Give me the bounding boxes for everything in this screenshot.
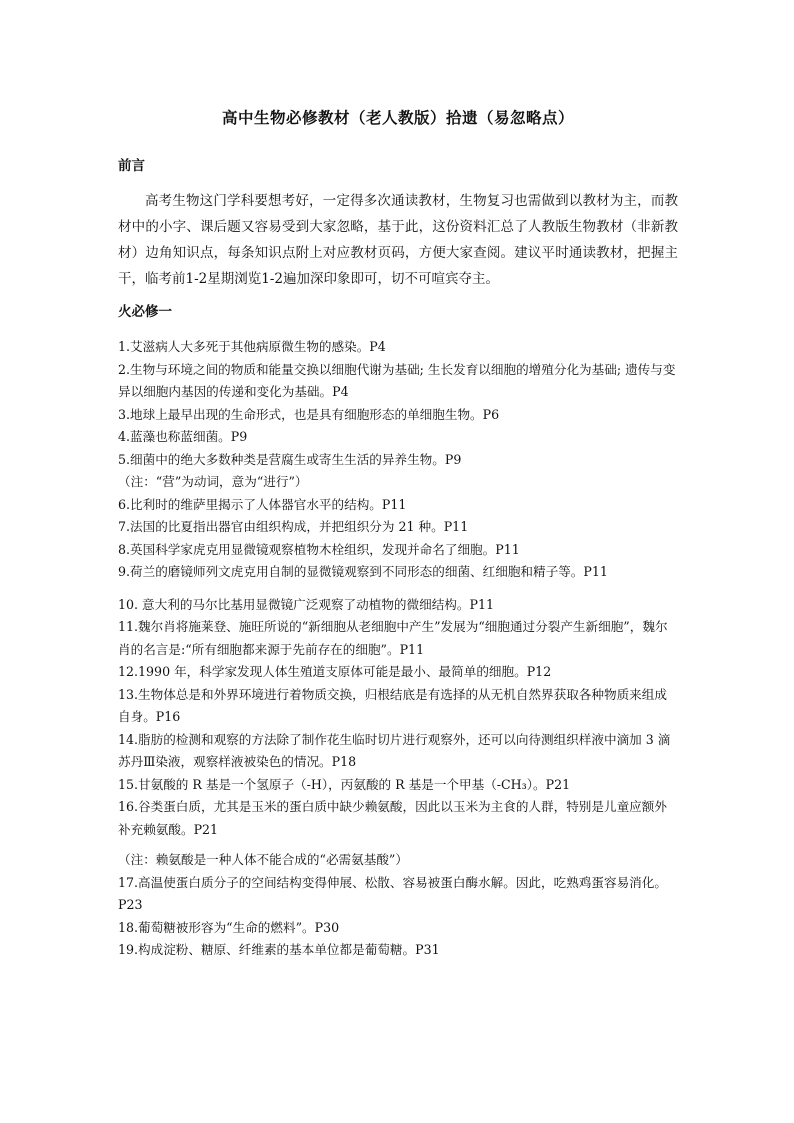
list-item: 1.艾滋病人大多死于其他病原微生物的感染。P4	[118, 339, 386, 354]
list-item: 16.谷类蛋白质，尤其是玉米的蛋白质中缺少赖氨酸，因此以玉米为主食的人群，特别是儿童应额外补充赖氨酸。P21	[118, 799, 667, 837]
list-item: 10. 意大利的马尔比基用显微镜广泛观察了动植物的微细结构。P11	[118, 596, 494, 612]
list-item: 9.荷兰的磨镜师列文虎克用自制的显微镜观察到不同形态的细菌、红细胞和精子等。P11	[118, 564, 608, 579]
list-item: 15.甘氨酸的 R 基是一个氢原子（-H），丙氨酸的 R 基是一个甲基（-CH₃）。P21	[118, 776, 571, 792]
list-item: 2.生物与环境之间的物质和能量交换以细胞代谢为基础; 生长发育以细胞的增殖分化为基础; 遗传与变异以细胞内基因的传递和变化为基础。P4	[118, 361, 676, 399]
list-item: 19.构成淀粉、糖原、纤维素的基本单位都是葡萄糖。P31	[118, 942, 440, 957]
list-note: （注：赖氨酸是一种人体不能合成的“必需氨基酸”）	[118, 852, 408, 867]
list-item: 5.细菌中的绝大多数种类是营腐生或寄生生活的异养生物。P9	[118, 451, 462, 467]
list-item: 4.蓝藻也称蓝细菌。P9	[118, 429, 248, 444]
list-item: 18.葡萄糖被形容为“生命的燃料”。P30	[118, 919, 340, 935]
list-item: 6.比利时的维萨里揭示了人体器官水平的结构。P11	[118, 496, 407, 512]
list-item: 14.脂肪的检测和观察的方法除了制作花生临时切片进行观察外，还可以向待测组织样液中滴加 3 滴苏丹Ⅲ染液，观察样液被染色的情况。P18	[118, 731, 671, 769]
section-heading: 火必修一	[118, 304, 172, 320]
knowledge-point-list	[118, 336, 678, 962]
preface-paragraph: 高考生物这门学科要想考好，一定得多次通读教材，生物复习也需做到以教材为主，而教材中的小字、课后题又容易受到大家忽略，基于此，这份资料汇总了人教版生物教材（非新教材）边角知识点，每条知识点附上对应教材页码，方便大家查阅。建议平时通读教材，把握主干，临考前1-2星期浏览1-2遍加深印象即可，切不可喧宾夺主。	[118, 193, 678, 287]
list-item: 17.高温使蛋白质分子的空间结构变得伸展、松散、容易被蛋白酶水解。因此，吃熟鸡蛋容易消化。P23	[118, 874, 667, 912]
list-item: 11.魏尔肖将施莱登、施旺所说的“新细胞从老细胞中产生”发展为“细胞通过分裂产生新细胞”，魏尔肖的名言是:“所有细胞都来源于先前存在的细胞”。P11	[118, 619, 668, 657]
list-item: 7.法国的比夏指出器官由组织构成，并把组织分为 21 种。P11	[118, 519, 469, 534]
list-item: 8.英国科学家虎克用显微镜观察植物木栓组织，发现并命名了细胞。P11	[118, 541, 520, 557]
list-item: 12.1990 年，科学家发现人体生殖道支原体可能是最小、最简单的细胞。P12	[118, 664, 552, 679]
preface-heading: 前言	[118, 158, 145, 174]
list-note: （注：“营”为动词，意为“进行”）	[118, 474, 308, 489]
list-item: 13.生物体总是和外界环境进行着物质交换，归根结底是有选择的从无机自然界获取各种物质来组成自身。P16	[118, 686, 667, 724]
list-item: 3.地球上最早出现的生命形式，也是具有细胞形态的单细胞生物。P6	[118, 406, 500, 422]
document-title: 高中生物必修教材（老人教版）拾遗（易忽略点）	[221, 108, 574, 127]
